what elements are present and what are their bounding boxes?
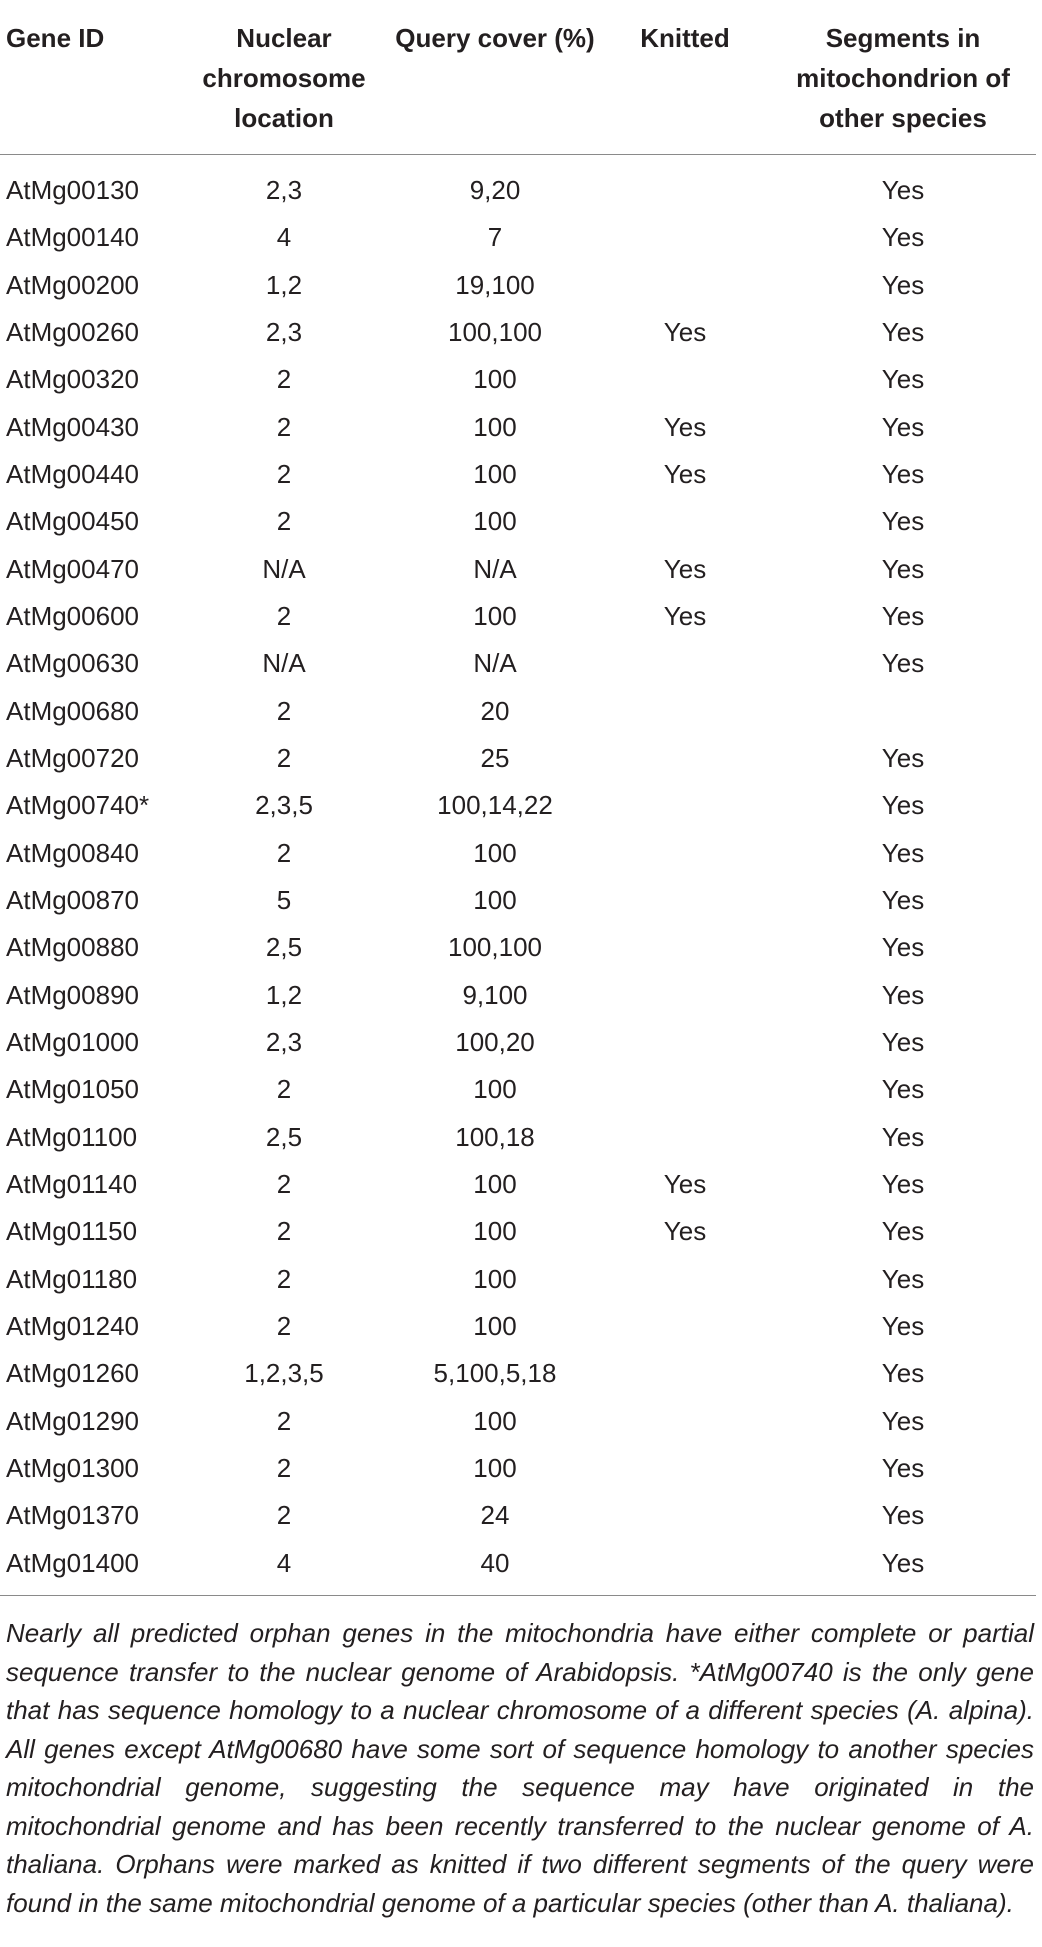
cell-chromosome-location: 5 (276, 885, 292, 916)
cell-gene-id: AtMg00720 (6, 743, 139, 774)
cell-query-cover: 100 (473, 601, 517, 632)
cell-chromosome-location: 2 (276, 1500, 292, 1531)
cell-query-cover: 25 (480, 743, 510, 774)
header-knitted: Knitted (600, 10, 770, 155)
cell-knitted (600, 1114, 770, 1161)
cell-gene-id: AtMg00440 (6, 459, 139, 490)
cell-chromosome-location: 2,3 (265, 1027, 303, 1058)
cell-query-cover: 100 (473, 1169, 517, 1200)
cell-gene-id: AtMg01290 (6, 1405, 139, 1436)
cell-segments: Yes (881, 1263, 925, 1294)
cell-gene-id: AtMg00470 (6, 553, 139, 584)
cell-gene-id: AtMg00200 (6, 269, 139, 300)
cell-gene-id: AtMg00600 (6, 601, 139, 632)
cell-gene-id: AtMg01240 (6, 1311, 139, 1342)
cell-query-cover: 9,20 (469, 175, 521, 206)
cell-chromosome-location: 2 (276, 364, 292, 395)
table-row (0, 546, 1036, 593)
cell-chromosome-location: 2 (276, 1216, 292, 1247)
table-row (0, 735, 1036, 782)
cell-chromosome-location: 2 (276, 411, 292, 442)
table-row (0, 498, 1036, 545)
cell-gene-id: AtMg00320 (6, 364, 139, 395)
cell-segments: Yes (881, 1169, 925, 1200)
cell-knitted (600, 167, 770, 214)
cell-segments: Yes (881, 506, 925, 537)
cell-gene-id: AtMg00880 (6, 932, 139, 963)
cell-knitted: Yes (663, 411, 707, 442)
table-row (0, 1398, 1036, 1445)
cell-knitted (600, 877, 770, 924)
cell-knitted (600, 1256, 770, 1303)
table-row (0, 924, 1036, 971)
table-row (0, 1492, 1036, 1539)
cell-gene-id: AtMg00130 (6, 175, 139, 206)
table-row (0, 167, 1036, 214)
cell-query-cover: 100,100 (448, 932, 542, 963)
cell-query-cover: 100 (473, 837, 517, 868)
cell-gene-id: AtMg01260 (6, 1358, 139, 1389)
cell-chromosome-location: 2,5 (265, 932, 303, 963)
cell-chromosome-location: 2 (276, 1169, 292, 1200)
cell-segments: Yes (881, 269, 925, 300)
cell-knitted (600, 1445, 770, 1492)
cell-query-cover: 100 (473, 885, 517, 916)
table-row (0, 1208, 1036, 1255)
cell-knitted (600, 498, 770, 545)
cell-chromosome-location: 2 (276, 1453, 292, 1484)
table-row (0, 688, 1036, 735)
cell-query-cover: 100 (473, 1263, 517, 1294)
cell-chromosome-location: 2 (276, 1263, 292, 1294)
cell-knitted (600, 782, 770, 829)
cell-chromosome-location: 2 (276, 1405, 292, 1436)
cell-gene-id: AtMg00450 (6, 506, 139, 537)
table-row (0, 593, 1036, 640)
table-row (0, 1114, 1036, 1161)
cell-chromosome-location: 2 (276, 506, 292, 537)
table-row (0, 404, 1036, 451)
cell-knitted: Yes (663, 1169, 707, 1200)
cell-chromosome-location: 1,2 (265, 979, 303, 1010)
cell-query-cover: 5,100,5,18 (433, 1358, 557, 1389)
cell-gene-id: AtMg00890 (6, 979, 139, 1010)
cell-segments: Yes (881, 175, 925, 206)
cell-knitted (600, 924, 770, 971)
cell-chromosome-location: 2 (276, 459, 292, 490)
cell-chromosome-location: 2,5 (265, 1121, 303, 1152)
cell-query-cover: 20 (480, 695, 510, 726)
cell-gene-id: AtMg01150 (6, 1216, 138, 1247)
table-row (0, 214, 1036, 261)
table-row (0, 1303, 1036, 1350)
cell-segments: Yes (881, 222, 925, 253)
cell-segments: Yes (881, 411, 925, 442)
cell-chromosome-location: 2 (276, 1074, 292, 1105)
table-row (0, 782, 1036, 829)
cell-query-cover: 19,100 (455, 269, 535, 300)
cell-chromosome-location: 1,2 (265, 269, 303, 300)
cell-gene-id: AtMg01370 (6, 1500, 139, 1531)
bottom-spacer (0, 1587, 1036, 1596)
cell-gene-id: AtMg00260 (6, 317, 139, 348)
cell-gene-id: AtMg01180 (6, 1263, 138, 1294)
cell-segments: Yes (881, 1074, 925, 1105)
cell-chromosome-location: 2,3 (265, 175, 303, 206)
cell-knitted (600, 1492, 770, 1539)
cell-query-cover: 100 (473, 1311, 517, 1342)
cell-chromosome-location: 2 (276, 695, 292, 726)
cell-gene-id: AtMg00840 (6, 837, 139, 868)
cell-gene-id: AtMg00740* (6, 790, 150, 821)
cell-segments (770, 688, 1036, 735)
top-spacer (0, 155, 1036, 168)
cell-query-cover: 100,18 (455, 1121, 535, 1152)
cell-knitted: Yes (663, 553, 707, 584)
table-row (0, 1019, 1036, 1066)
header-segments-in-mitochondrion: Segments in mitochondrion of other species (770, 10, 1036, 155)
table-footnote: Nearly all predicted orphan genes in the mitochondria have either complete or partial sequence transfer to the nuclear genome of Arabidopsis. *AtMg00740 is the only gene that has sequence homology to a nuclear chromosome of a different species (A. alpina). All genes except AtMg00680 have some sort of sequence homology to another species mitochondrial genome, suggesting the sequence may have originated in the mitochondrial genome and has been recently transferred to the nuclear genome of A. thaliana. Orphans were marked as knitted if two different segments of the query were found in the same mitochondrial genome of a particular species (other than A. thaliana). (6, 1618, 1034, 1918)
cell-query-cover: 40 (480, 1547, 510, 1578)
cell-knitted (600, 1350, 770, 1397)
cell-gene-id: AtMg01300 (6, 1453, 139, 1484)
table-body (0, 155, 1036, 1596)
table-row (0, 309, 1036, 356)
table-row (0, 1445, 1036, 1492)
cell-query-cover: 100 (473, 411, 517, 442)
cell-segments: Yes (881, 1405, 925, 1436)
cell-gene-id: AtMg01400 (6, 1547, 139, 1578)
table-row (0, 451, 1036, 498)
cell-query-cover: 7 (487, 222, 503, 253)
cell-knitted (600, 1540, 770, 1587)
cell-chromosome-location: 2 (276, 601, 292, 632)
cell-knitted (600, 1398, 770, 1445)
cell-knitted (600, 735, 770, 782)
cell-query-cover: 100,100 (448, 317, 542, 348)
cell-segments: Yes (881, 459, 925, 490)
cell-segments: Yes (881, 790, 925, 821)
cell-segments: Yes (881, 932, 925, 963)
cell-chromosome-location: 2 (276, 1311, 292, 1342)
cell-query-cover: 100 (473, 506, 517, 537)
cell-knitted (600, 1303, 770, 1350)
table-row (0, 1256, 1036, 1303)
cell-segments: Yes (881, 1216, 925, 1247)
cell-segments: Yes (881, 1547, 925, 1578)
table-row (0, 1066, 1036, 1113)
cell-query-cover: 100 (473, 364, 517, 395)
cell-chromosome-location: 4 (276, 1547, 292, 1578)
cell-knitted: Yes (663, 459, 707, 490)
cell-query-cover: 9,100 (462, 979, 528, 1010)
cell-gene-id: AtMg00630 (6, 648, 139, 679)
cell-segments: Yes (881, 1027, 925, 1058)
cell-query-cover: 24 (480, 1500, 510, 1531)
cell-segments: Yes (881, 1121, 925, 1152)
cell-segments: Yes (881, 1500, 925, 1531)
table-row (0, 830, 1036, 877)
table-row (0, 262, 1036, 309)
cell-chromosome-location: 1,2,3,5 (244, 1358, 324, 1389)
cell-gene-id: AtMg00430 (6, 411, 139, 442)
cell-knitted (600, 1066, 770, 1113)
cell-gene-id: AtMg00870 (6, 885, 139, 916)
cell-chromosome-location: 2,3,5 (255, 790, 313, 821)
cell-gene-id: AtMg01050 (6, 1074, 139, 1105)
header-query-cover: Query cover (%) (390, 10, 600, 155)
table-header (0, 10, 1036, 155)
cell-chromosome-location: N/A (262, 553, 306, 584)
header-gene-id: Gene ID (0, 10, 178, 155)
cell-segments: Yes (881, 1453, 925, 1484)
cell-chromosome-location: 2,3 (265, 317, 303, 348)
cell-knitted (600, 262, 770, 309)
cell-query-cover: N/A (473, 648, 517, 679)
cell-query-cover: 100,14,22 (437, 790, 553, 821)
cell-segments: Yes (881, 1311, 925, 1342)
cell-segments: Yes (881, 743, 925, 774)
table-row (0, 356, 1036, 403)
orphan-gene-table (0, 10, 1036, 1596)
cell-knitted (600, 640, 770, 687)
cell-knitted (600, 1019, 770, 1066)
cell-query-cover: 100 (473, 1216, 517, 1247)
cell-query-cover: 100 (473, 459, 517, 490)
header-row (0, 10, 1036, 155)
cell-chromosome-location: 4 (276, 222, 292, 253)
cell-query-cover: 100 (473, 1074, 517, 1105)
cell-query-cover: 100 (473, 1405, 517, 1436)
table-row (0, 1161, 1036, 1208)
cell-segments: Yes (881, 553, 925, 584)
cell-chromosome-location: N/A (262, 648, 306, 679)
cell-gene-id: AtMg01140 (6, 1169, 138, 1200)
cell-gene-id: AtMg00140 (6, 222, 139, 253)
cell-segments: Yes (881, 317, 925, 348)
cell-segments: Yes (881, 364, 925, 395)
cell-segments: Yes (881, 601, 925, 632)
cell-query-cover: 100,20 (455, 1027, 535, 1058)
cell-gene-id: AtMg00680 (6, 695, 139, 726)
table-row (0, 640, 1036, 687)
table-row (0, 1350, 1036, 1397)
cell-segments: Yes (881, 885, 925, 916)
cell-knitted (600, 214, 770, 261)
cell-gene-id: AtMg01000 (6, 1027, 139, 1058)
cell-knitted: Yes (663, 1216, 707, 1247)
cell-query-cover: 100 (473, 1453, 517, 1484)
header-nuclear-chromosome-location: Nuclear chromosome location (178, 10, 390, 155)
cell-segments: Yes (881, 837, 925, 868)
table-row (0, 1540, 1036, 1587)
cell-knitted (600, 688, 770, 735)
cell-segments: Yes (881, 1358, 925, 1389)
cell-query-cover: N/A (473, 553, 517, 584)
cell-knitted (600, 356, 770, 403)
cell-segments: Yes (881, 979, 925, 1010)
cell-chromosome-location: 2 (276, 837, 292, 868)
cell-knitted: Yes (663, 317, 707, 348)
cell-knitted (600, 830, 770, 877)
cell-knitted (600, 972, 770, 1019)
table-row (0, 972, 1036, 1019)
table-row (0, 877, 1036, 924)
cell-chromosome-location: 2 (276, 743, 292, 774)
cell-segments: Yes (881, 648, 925, 679)
cell-knitted: Yes (663, 601, 707, 632)
cell-gene-id: AtMg01100 (6, 1121, 138, 1152)
